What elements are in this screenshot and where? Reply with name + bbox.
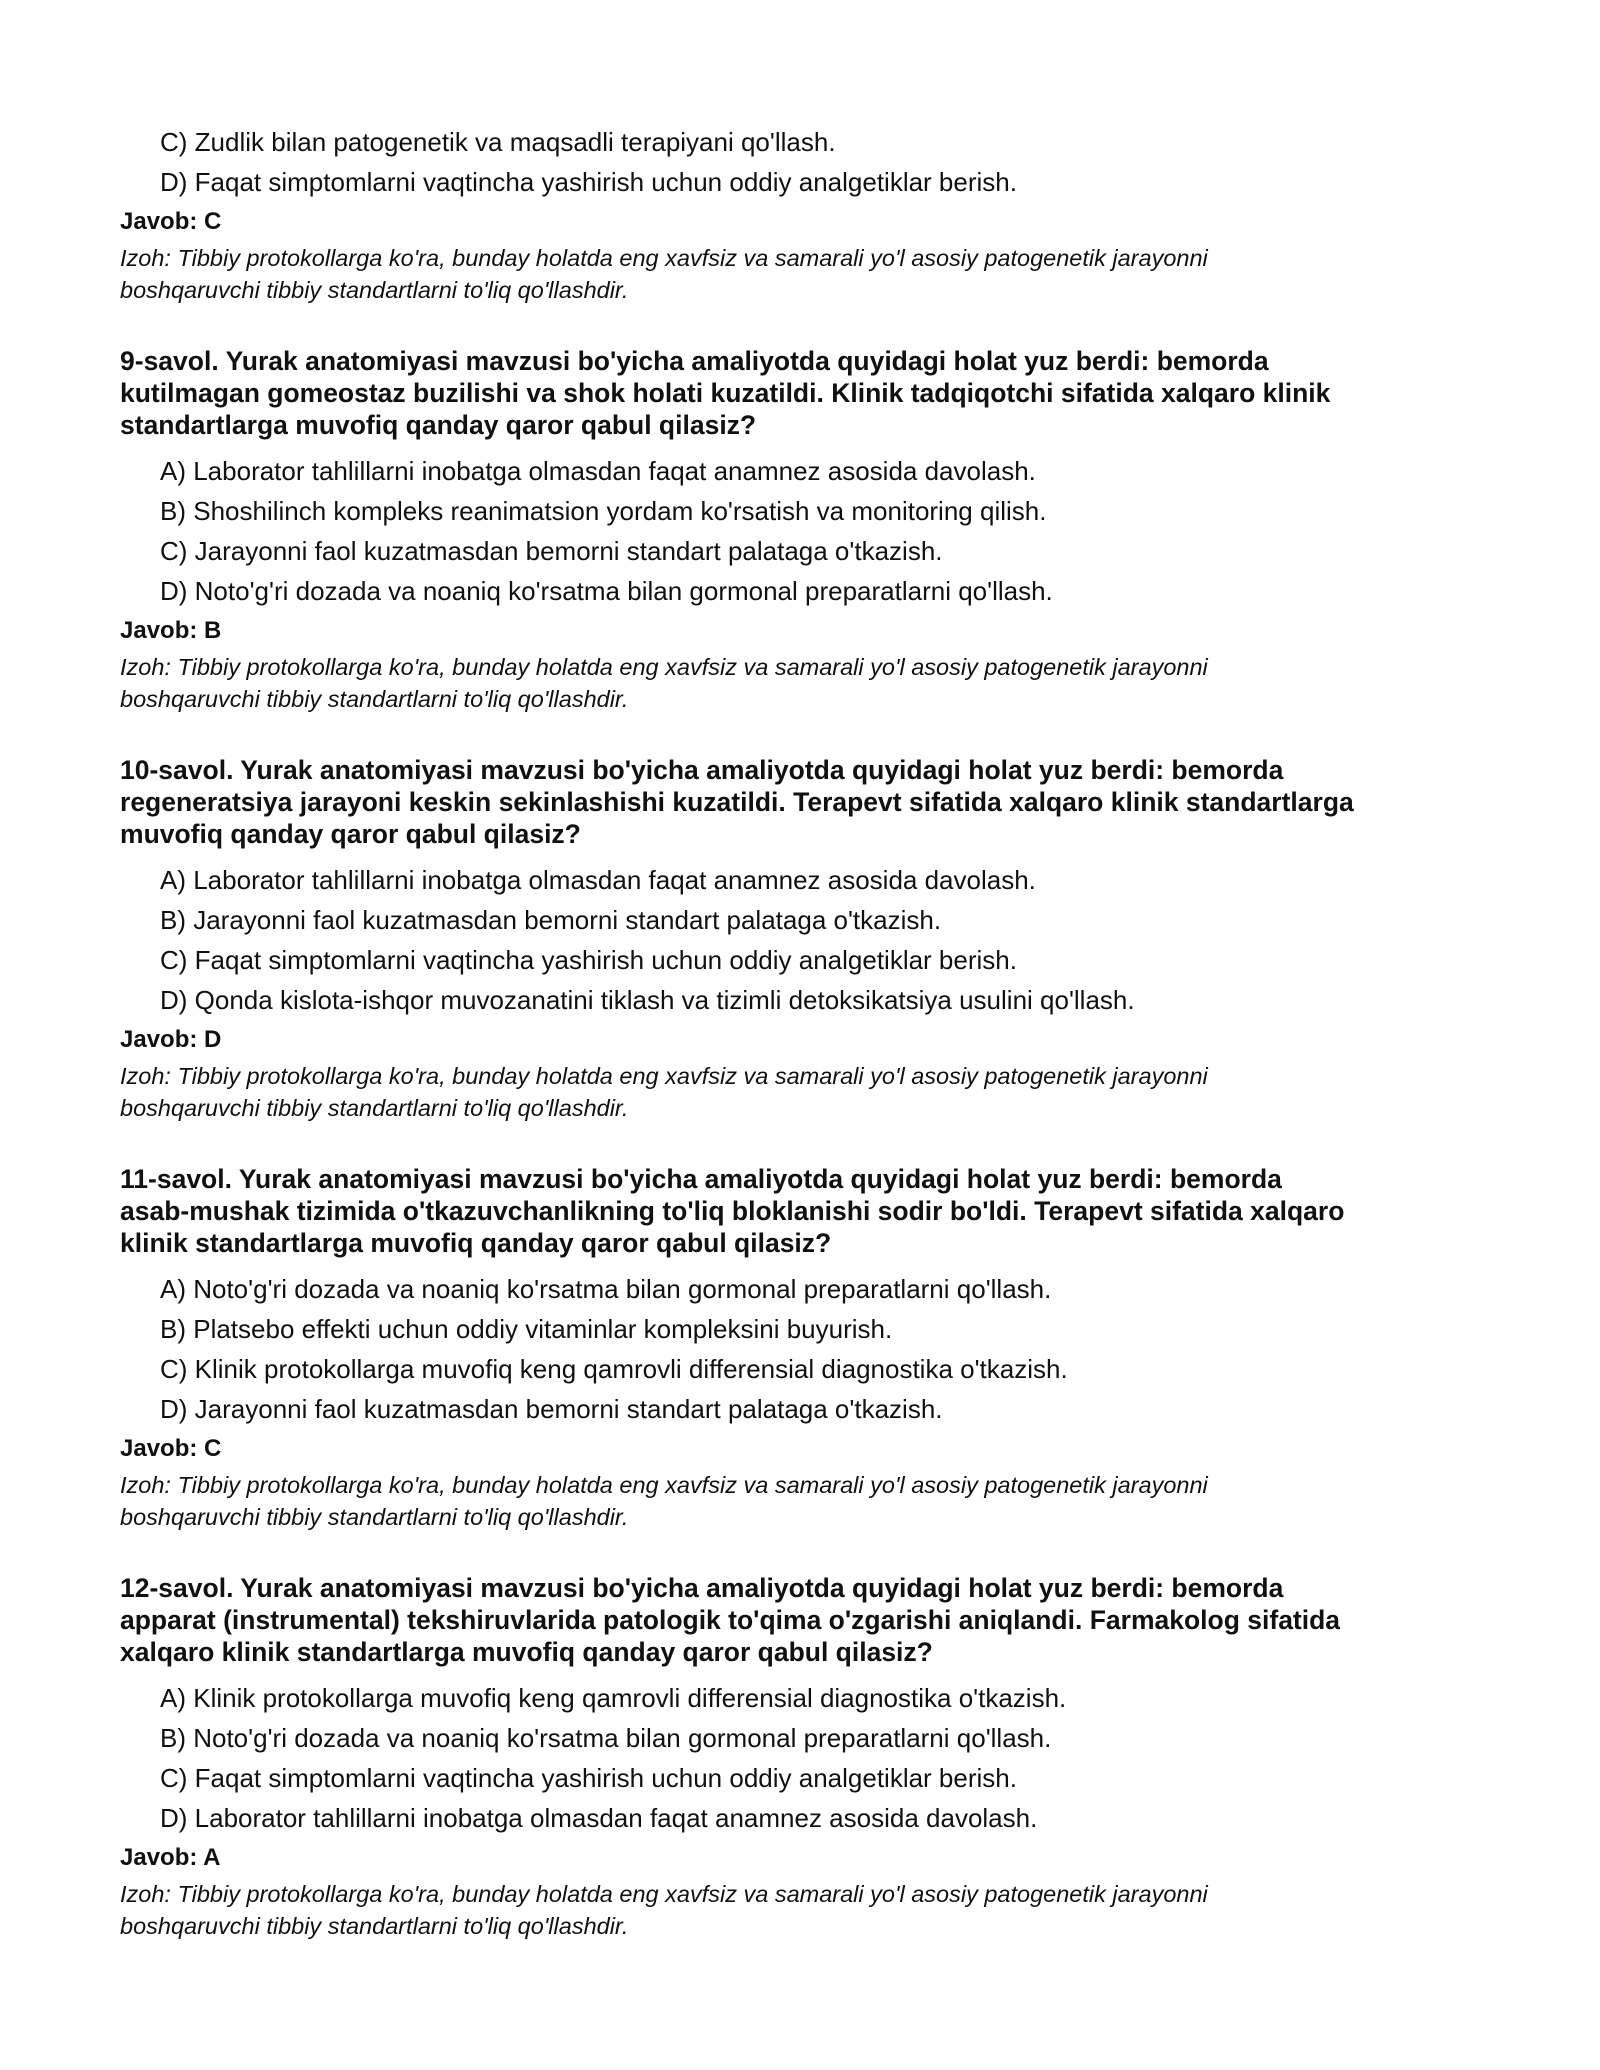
question-11: [120, 1163, 1500, 1533]
option-b: B) Noto'g'ri dozada va noaniq ko'rsatma bilan gormonal preparatlarni qo'llash.: [160, 1723, 1052, 1753]
question-10: [120, 754, 1500, 1124]
option-a: A) Laborator tahlillarni inobatga olmasdan faqat anamnez asosida davolash.: [160, 865, 1036, 895]
options-list: [120, 451, 1500, 611]
option-b: B) Platsebo effekti uchun oddiy vitaminlar kompleksini buyurish.: [160, 1314, 893, 1344]
option-b: B) Shoshilinch kompleks reanimatsion yordam ko'rsatish va monitoring qilish.: [160, 496, 1047, 526]
explanation-line: Izoh: Tibbiy protokollarga ko'ra, bunday holatda eng xavfsiz va samarali yo'l asosiy patogenetik jarayonni: [120, 654, 1208, 680]
option-d: D) Noto'g'ri dozada va noaniq ko'rsatma bilan gormonal preparatlarni qo'llash.: [160, 576, 1053, 606]
option-d: D) Faqat simptomlarni vaqtincha yashirish uchun oddiy analgetiklar berish.: [160, 167, 1017, 197]
document-page: [120, 122, 1500, 1942]
option-a: A) Noto'g'ri dozada va noaniq ko'rsatma bilan gormonal preparatlarni qo'llash.: [160, 1274, 1052, 1304]
question-title-line: xalqaro klinik standartlarga muvofiq qanday qaror qabul qilasiz?: [120, 1637, 933, 1667]
option-a: A) Laborator tahlillarni inobatga olmasdan faqat anamnez asosida davolash.: [160, 456, 1036, 486]
question-title-line: apparat (instrumental) tekshiruvlarida patologik to'qima o'zgarishi aniqlandi. Farmakolog sifatida: [120, 1605, 1341, 1635]
explanation-note: [120, 1469, 1500, 1533]
question-9: [120, 345, 1500, 715]
option-c: C) Faqat simptomlarni vaqtincha yashirish uchun oddiy analgetiklar berish.: [160, 1763, 1017, 1793]
answer-label: Javob: A: [120, 1844, 221, 1871]
explanation-line: boshqaruvchi tibbiy standartlarni to'liq qo'llashdir.: [120, 1913, 629, 1939]
question-8-continuation: [120, 122, 1500, 306]
answer-label: Javob: D: [120, 1026, 222, 1053]
option-b: B) Jarayonni faol kuzatmasdan bemorni standart palataga o'tkazish.: [160, 905, 942, 935]
explanation-line: Izoh: Tibbiy protokollarga ko'ra, bunday holatda eng xavfsiz va samarali yo'l asosiy patogenetik jarayonni: [120, 245, 1208, 271]
question-title-line: muvofiq qanday qaror qabul qilasiz?: [120, 819, 581, 849]
option-d: D) Jarayonni faol kuzatmasdan bemorni standart palataga o'tkazish.: [160, 1394, 943, 1424]
explanation-line: boshqaruvchi tibbiy standartlarni to'liq qo'llashdir.: [120, 1504, 629, 1530]
answer-label: Javob: C: [120, 208, 222, 235]
explanation-line: boshqaruvchi tibbiy standartlarni to'liq qo'llashdir.: [120, 1095, 629, 1121]
options-list: [120, 122, 1500, 202]
explanation-line: Izoh: Tibbiy protokollarga ko'ra, bunday holatda eng xavfsiz va samarali yo'l asosiy patogenetik jarayonni: [120, 1881, 1208, 1907]
explanation-line: Izoh: Tibbiy protokollarga ko'ra, bunday holatda eng xavfsiz va samarali yo'l asosiy patogenetik jarayonni: [120, 1063, 1208, 1089]
explanation-note: [120, 651, 1500, 715]
options-list: [120, 1678, 1500, 1838]
explanation-line: boshqaruvchi tibbiy standartlarni to'liq qo'llashdir.: [120, 277, 629, 303]
option-c: C) Klinik protokollarga muvofiq keng qamrovli differensial diagnostika o'tkazish.: [160, 1354, 1068, 1384]
explanation-line: boshqaruvchi tibbiy standartlarni to'liq qo'llashdir.: [120, 686, 629, 712]
answer-label: Javob: B: [120, 617, 222, 644]
question-title: [120, 1163, 1500, 1259]
question-title: [120, 345, 1500, 441]
option-c: C) Jarayonni faol kuzatmasdan bemorni standart palataga o'tkazish.: [160, 536, 943, 566]
answer-label: Javob: C: [120, 1435, 222, 1462]
explanation-note: [120, 242, 1500, 306]
question-title-line: standartlarga muvofiq qanday qaror qabul qilasiz?: [120, 410, 757, 440]
options-list: [120, 860, 1500, 1020]
question-title-line: 10-savol. Yurak anatomiyasi mavzusi bo'yicha amaliyotda quyidagi holat yuz berdi: bemorda: [120, 755, 1284, 785]
option-d: D) Qonda kislota-ishqor muvozanatini tiklash va tizimli detoksikatsiya usulini qo'llash.: [160, 985, 1135, 1015]
question-title: [120, 754, 1500, 850]
option-c: C) Faqat simptomlarni vaqtincha yashirish uchun oddiy analgetiklar berish.: [160, 945, 1017, 975]
question-title-line: 11-savol. Yurak anatomiyasi mavzusi bo'yicha amaliyotda quyidagi holat yuz berdi: bemorda: [120, 1164, 1282, 1194]
question-title-line: kutilmagan gomeostaz buzilishi va shok holati kuzatildi. Klinik tadqiqotchi sifatida xalqaro klinik: [120, 378, 1331, 408]
question-title-line: 12-savol. Yurak anatomiyasi mavzusi bo'yicha amaliyotda quyidagi holat yuz berdi: bemorda: [120, 1573, 1284, 1603]
option-d: D) Laborator tahlillarni inobatga olmasdan faqat anamnez asosida davolash.: [160, 1803, 1038, 1833]
explanation-note: [120, 1060, 1500, 1124]
question-title-line: regeneratsiya jarayoni keskin sekinlashishi kuzatildi. Terapevt sifatida xalqaro klinik standartlarga: [120, 787, 1354, 817]
question-12: [120, 1572, 1500, 1942]
option-c: C) Zudlik bilan patogenetik va maqsadli terapiyani qo'llash.: [160, 127, 836, 157]
option-a: A) Klinik protokollarga muvofiq keng qamrovli differensial diagnostika o'tkazish.: [160, 1683, 1067, 1713]
question-title: [120, 1572, 1500, 1668]
explanation-note: [120, 1878, 1500, 1942]
question-title-line: klinik standartlarga muvofiq qanday qaror qabul qilasiz?: [120, 1228, 832, 1258]
question-title-line: 9-savol. Yurak anatomiyasi mavzusi bo'yicha amaliyotda quyidagi holat yuz berdi: bemorda: [120, 346, 1269, 376]
question-title-line: asab-mushak tizimida o'tkazuvchanlikning to'liq bloklanishi sodir bo'ldi. Terapevt sifatida xalqaro: [120, 1196, 1345, 1226]
options-list: [120, 1269, 1500, 1429]
explanation-line: Izoh: Tibbiy protokollarga ko'ra, bunday holatda eng xavfsiz va samarali yo'l asosiy patogenetik jarayonni: [120, 1472, 1208, 1498]
